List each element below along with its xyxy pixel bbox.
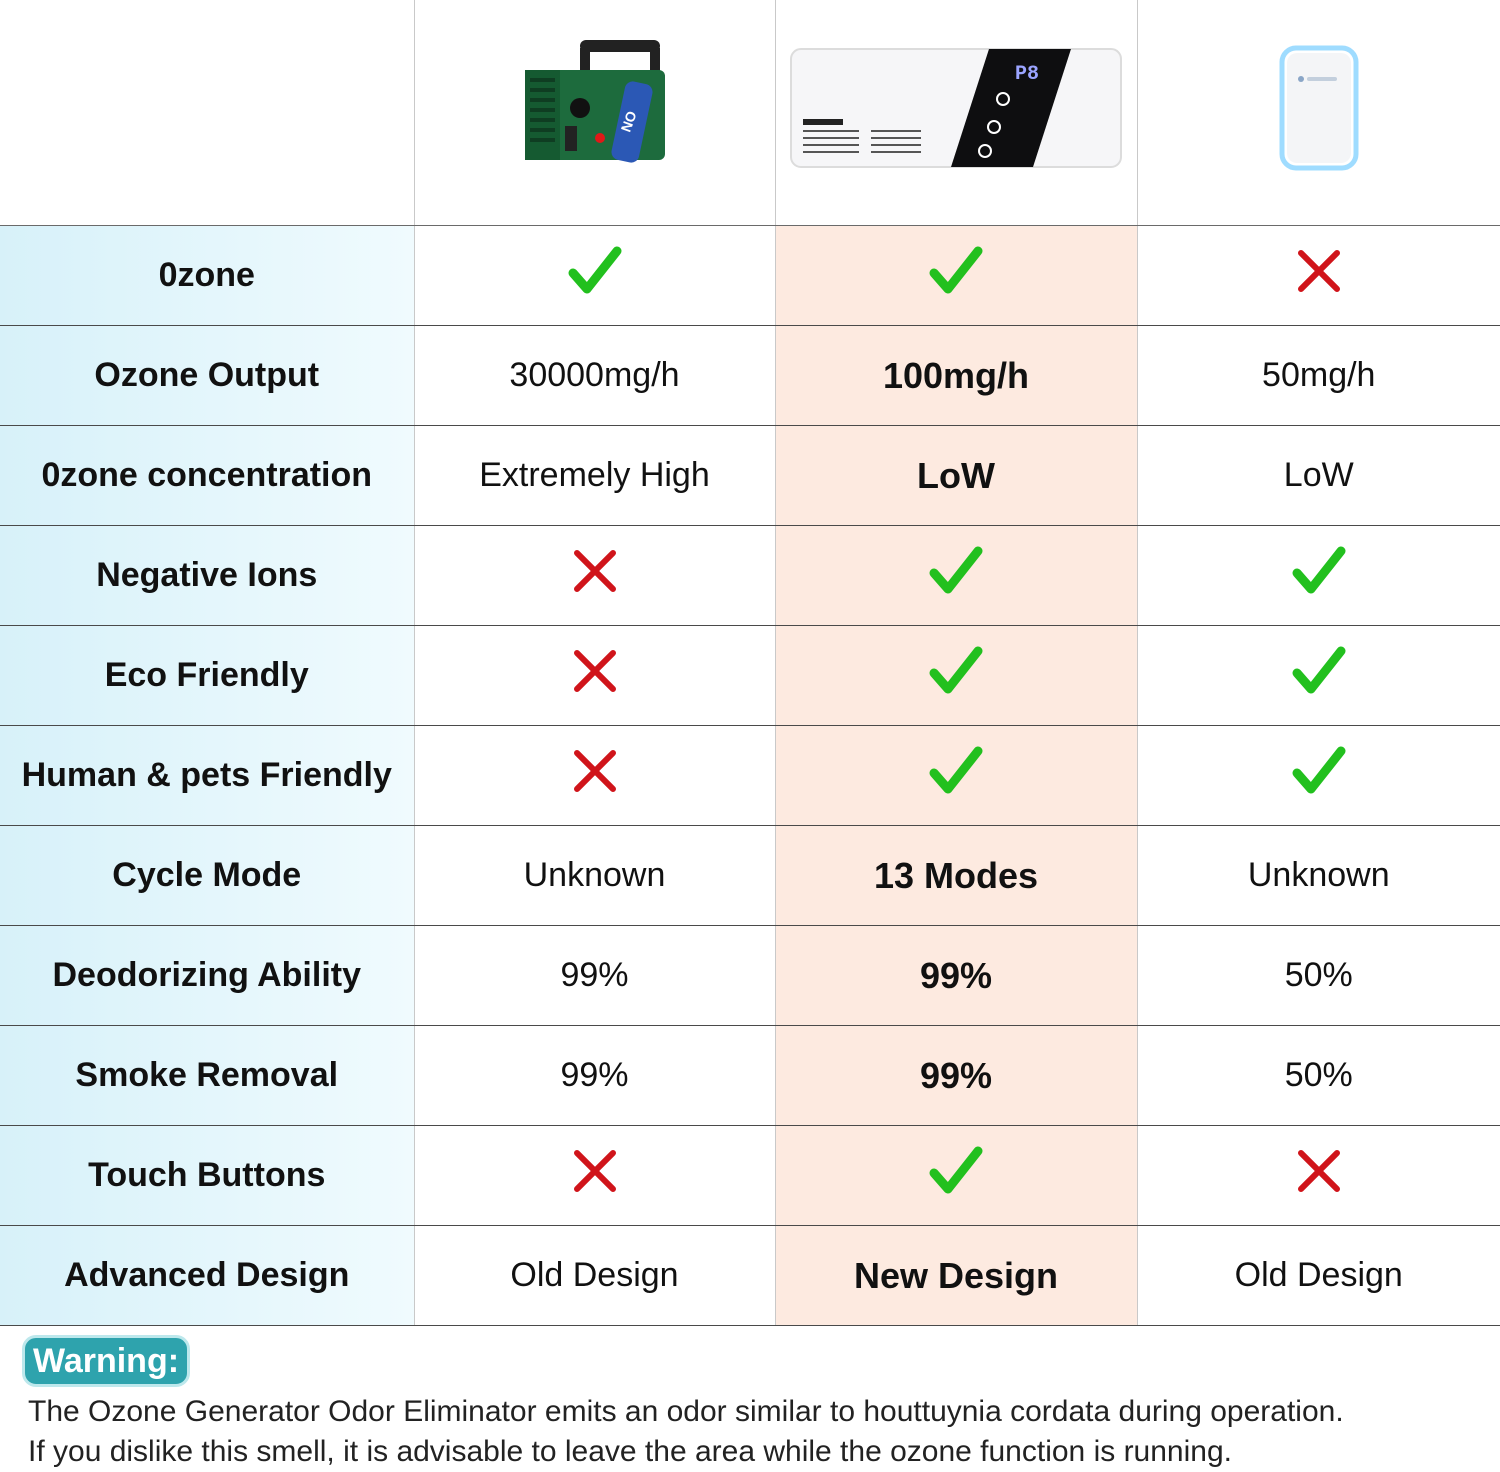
value-cell: Old Design [1137, 1226, 1500, 1326]
white-ozone-generator-touch-panel-image [789, 47, 1123, 178]
value-cell: LoW [1137, 426, 1500, 526]
value-cell [1137, 726, 1500, 826]
value-cell [775, 626, 1137, 726]
value-cell [1137, 626, 1500, 726]
value-cell [1137, 1126, 1500, 1226]
table-row [0, 226, 1500, 326]
cross-icon [1291, 243, 1347, 299]
value-cell: 99% [775, 926, 1137, 1026]
cross-icon [567, 743, 623, 799]
check-icon [1291, 643, 1347, 699]
check-icon [928, 243, 984, 299]
check-icon [1291, 743, 1347, 799]
value-cell [414, 1126, 775, 1226]
value-cell [1137, 526, 1500, 626]
value-cell [414, 526, 775, 626]
cross-icon [567, 543, 623, 599]
value-cell [775, 1126, 1137, 1226]
green-ozone-generator-image [520, 38, 670, 187]
value-cell: 50% [1137, 926, 1500, 1026]
table-row [0, 526, 1500, 626]
empty-header-cell [0, 0, 414, 226]
cross-icon [1291, 1143, 1347, 1199]
value-cell: 99% [775, 1026, 1137, 1126]
led-display: P8 [1015, 63, 1040, 86]
product-2-image-cell [775, 0, 1137, 226]
value-cell [414, 726, 775, 826]
check-icon [928, 743, 984, 799]
row-label: Deodorizing Ability [0, 926, 414, 1026]
product-1-image-cell [414, 0, 775, 226]
value-cell: Extremely High [414, 426, 775, 526]
value-cell: 99% [414, 926, 775, 1026]
warning-text [28, 1392, 1488, 1472]
table-row [0, 1126, 1500, 1226]
row-label: 0zone concentration [0, 426, 414, 526]
product-3-image-cell [1137, 0, 1500, 226]
check-icon [928, 1143, 984, 1199]
check-icon [567, 243, 623, 299]
table-row [0, 726, 1500, 826]
row-label: Smoke Removal [0, 1026, 414, 1126]
value-cell: 13 Modes [775, 826, 1137, 926]
warning-line-2: If you dislike this smell, it is advisable to leave the area while the ozone function is running. [28, 1435, 1232, 1468]
small-white-air-purifier-image [1279, 45, 1359, 180]
value-cell: 50% [1137, 1026, 1500, 1126]
row-label: Advanced Design [0, 1226, 414, 1326]
value-cell: New Design [775, 1226, 1137, 1326]
check-icon [928, 643, 984, 699]
row-label: Ozone Output [0, 326, 414, 426]
check-icon [928, 543, 984, 599]
value-cell [414, 626, 775, 726]
value-cell [1137, 226, 1500, 326]
row-label: Eco Friendly [0, 626, 414, 726]
svg-text:NO: NO [616, 108, 640, 135]
table-row [0, 1026, 1500, 1126]
table-row [0, 626, 1500, 726]
value-cell: 100mg/h [775, 326, 1137, 426]
value-cell [775, 526, 1137, 626]
row-label: Cycle Mode [0, 826, 414, 926]
value-cell [775, 226, 1137, 326]
value-cell [775, 726, 1137, 826]
value-cell [414, 226, 775, 326]
row-label: 0zone [0, 226, 414, 326]
value-cell: LoW [775, 426, 1137, 526]
product-image-row [0, 0, 1500, 226]
row-label: Negative Ions [0, 526, 414, 626]
value-cell: 99% [414, 1026, 775, 1126]
table-row [0, 826, 1500, 926]
table-row [0, 1226, 1500, 1326]
table-row [0, 426, 1500, 526]
warning-badge: Warning: [22, 1335, 190, 1387]
row-label: Human & pets Friendly [0, 726, 414, 826]
value-cell: Unknown [1137, 826, 1500, 926]
table-row [0, 926, 1500, 1026]
cross-icon [567, 643, 623, 699]
table-row [0, 326, 1500, 426]
value-cell: 50mg/h [1137, 326, 1500, 426]
value-cell: Unknown [414, 826, 775, 926]
row-label: Touch Buttons [0, 1126, 414, 1226]
value-cell: Old Design [414, 1226, 775, 1326]
value-cell: 30000mg/h [414, 326, 775, 426]
check-icon [1291, 543, 1347, 599]
cross-icon [567, 1143, 623, 1199]
warning-line-1: The Ozone Generator Odor Eliminator emits an odor similar to houttuynia cordata during operation. [28, 1395, 1344, 1428]
